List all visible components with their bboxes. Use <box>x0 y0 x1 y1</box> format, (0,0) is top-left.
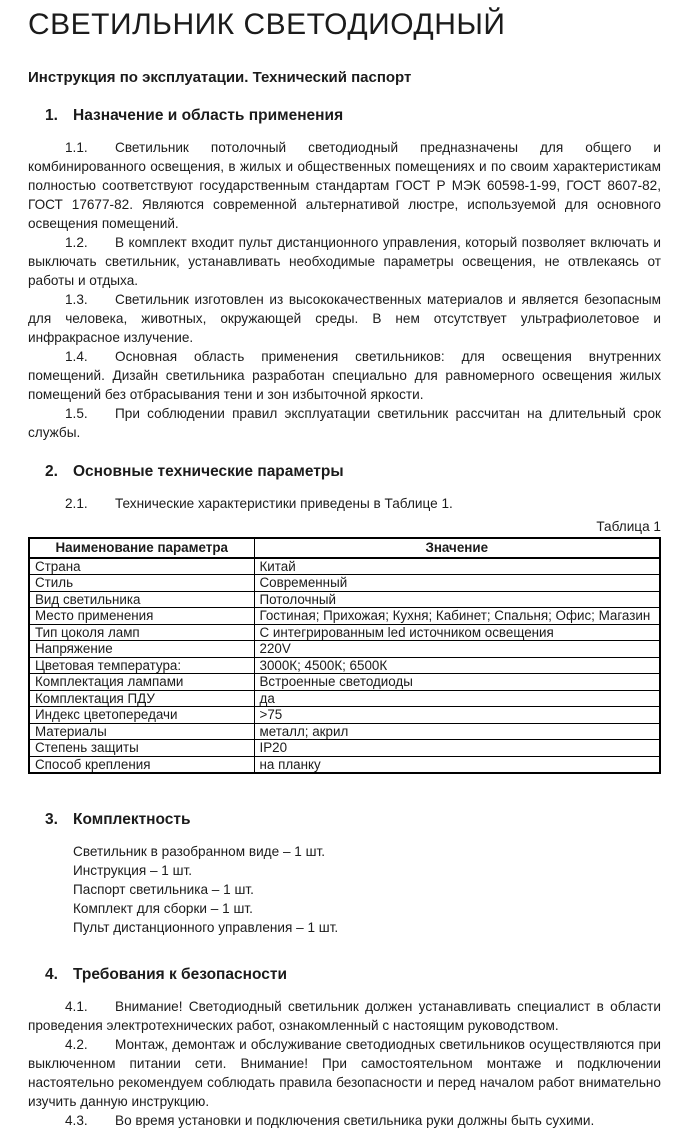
paragraph: 1.3. Светильник изготовлен из высококачественных материалов и является безопасным для человека, животных, окружающей среды. В нем отсутствует ультрафиолетовое и инфракрасное излучение. <box>28 292 661 345</box>
section-title-text: Назначение и область применения <box>73 107 344 124</box>
table-row <box>29 575 660 592</box>
table-row <box>29 756 660 773</box>
table-row <box>29 591 660 608</box>
paragraph-number: 1.3. <box>65 292 88 307</box>
paragraph-number: 1.4. <box>65 349 88 364</box>
table-cell: Комплектация лампами <box>29 674 254 691</box>
section-heading <box>28 463 661 481</box>
section-3 <box>28 811 661 937</box>
table-cell: Страна <box>29 558 254 575</box>
kit-list <box>73 842 661 937</box>
list-item: Комплект для сборки – 1 шт. <box>73 901 253 916</box>
table-cell: Стиль <box>29 575 254 592</box>
table-cell: Цветовая температура: <box>29 657 254 674</box>
table-cell: металл; акрил <box>254 723 660 740</box>
table-cell: Индекс цветопередачи <box>29 707 254 724</box>
paragraph-number: 1.1. <box>65 140 88 155</box>
section-4 <box>28 966 661 1130</box>
table-cell: Напряжение <box>29 641 254 658</box>
list-item: Светильник в разобранном виде – 1 шт. <box>73 844 326 859</box>
table-row <box>29 707 660 724</box>
table-row <box>29 674 660 691</box>
document-content <box>28 107 661 1130</box>
section-heading <box>28 966 661 984</box>
table-cell: Тип цоколя ламп <box>29 624 254 641</box>
paragraph-number: 4.2. <box>65 1037 88 1052</box>
paragraph: 2.1. Технические характеристики приведены в Таблице 1. <box>65 496 453 511</box>
paragraph: 1.2. В комплект входит пульт дистанционного управления, который позволяет включать и выключать светильник, устанавливать необходимые параметры освещения, не отвлекаясь от работы и отдыха. <box>28 235 661 288</box>
paragraph: 1.1. Светильник потолочный светодиодный предназначены для общего и комбинированного освещения, в жилых и общественных помещениях и по своим характеристикам полностью соответствуют государственным стандартам ГОСТ Р МЭК 60598-1-99, ГОСТ 8607-82, ГОСТ 17677-82. Являются современной альтернативой люстре, используемой для основного освещения помещений. <box>28 140 661 231</box>
section-number: 1. <box>45 107 58 124</box>
table-cell: 3000К; 4500К; 6500К <box>254 657 660 674</box>
section-title-text: Комплектность <box>73 811 191 828</box>
section-heading <box>28 107 661 125</box>
table-cell: Материалы <box>29 723 254 740</box>
table-cell: да <box>254 690 660 707</box>
section-title-text: Требования к безопасности <box>73 966 288 983</box>
table-row <box>29 624 660 641</box>
paragraph-number: 2.1. <box>65 496 88 511</box>
table-cell: Гостиная; Прихожая; Кухня; Кабинет; Спальня; Офис; Магазин <box>254 608 660 625</box>
parameters-table <box>28 537 661 774</box>
table-cell: Китай <box>254 558 660 575</box>
table-cell: Потолочный <box>254 591 660 608</box>
paragraph-number: 4.1. <box>65 999 88 1014</box>
list-item: Пульт дистанционного управления – 1 шт. <box>73 920 339 935</box>
table-cell: Современный <box>254 575 660 592</box>
table-row <box>29 558 660 575</box>
document-title: СВЕТИЛЬНИК СВЕТОДИОДНЫЙ <box>28 8 506 41</box>
paragraph-number: 1.5. <box>65 406 88 421</box>
section-number: 2. <box>45 463 58 480</box>
paragraph-number: 4.3. <box>65 1113 88 1128</box>
section-number: 3. <box>45 811 58 828</box>
table-row <box>29 641 660 658</box>
table-cell: на планку <box>254 756 660 773</box>
table-row <box>29 740 660 757</box>
table-cell: Место применения <box>29 608 254 625</box>
paragraph: 1.5. При соблюдении правил эксплуатации светильник рассчитан на длительный срок службы. <box>28 406 661 440</box>
table-header-cell: Наименование параметра <box>29 538 254 558</box>
table-cell: IP20 <box>254 740 660 757</box>
section-heading <box>28 811 661 829</box>
table-cell: Вид светильника <box>29 591 254 608</box>
list-item: Инструкция – 1 шт. <box>73 863 193 878</box>
paragraph: 4.3. Во время установки и подключения светильника руки должны быть сухими. <box>65 1113 595 1128</box>
list-item: Паспорт светильника – 1 шт. <box>73 882 254 897</box>
table-cell: Комплектация ПДУ <box>29 690 254 707</box>
section-2 <box>28 463 661 774</box>
table-cell: Встроенные светодиоды <box>254 674 660 691</box>
table-cell: >75 <box>254 707 660 724</box>
paragraph: 4.1. Внимание! Светодиодный светильник должен устанавливать специалист в области проведения электротехнических работ, ознакомленный с настоящим руководством. <box>28 999 661 1033</box>
section-1 <box>28 107 661 442</box>
section-number: 4. <box>45 966 58 983</box>
paragraph-number: 1.2. <box>65 235 88 250</box>
table-row <box>29 657 660 674</box>
paragraph: 4.2. Монтаж, демонтаж и обслуживание светодиодных светильников осуществляются при выключенном питании сети. Внимание! При самостоятельном монтаже и подключении настоятельно рекомендуем соблюдать правила безопасности и перед началом работ внимательно изучить данную инструкцию. <box>28 1037 661 1109</box>
table-header-cell: Значение <box>254 538 660 558</box>
table-cell: С интегрированным led источником освещения <box>254 624 660 641</box>
table-cell: 220V <box>254 641 660 658</box>
paragraph: 1.4. Основная область применения светильников: для освещения внутренних помещений. Дизайн светильника разработан специально для равномерного освещения жилых помещений без отбрасывания тени и зон избыточной яркости. <box>28 349 661 402</box>
section-title-text: Основные технические параметры <box>73 463 344 480</box>
table-row <box>29 723 660 740</box>
table-row <box>29 608 660 625</box>
table-row <box>29 690 660 707</box>
table-header-row <box>29 538 660 558</box>
table-cell: Способ крепления <box>29 756 254 773</box>
table-caption: Таблица 1 <box>596 519 661 534</box>
table-cell: Степень защиты <box>29 740 254 757</box>
document-subtitle: Инструкция по эксплуатации. Технический паспорт <box>28 69 412 86</box>
